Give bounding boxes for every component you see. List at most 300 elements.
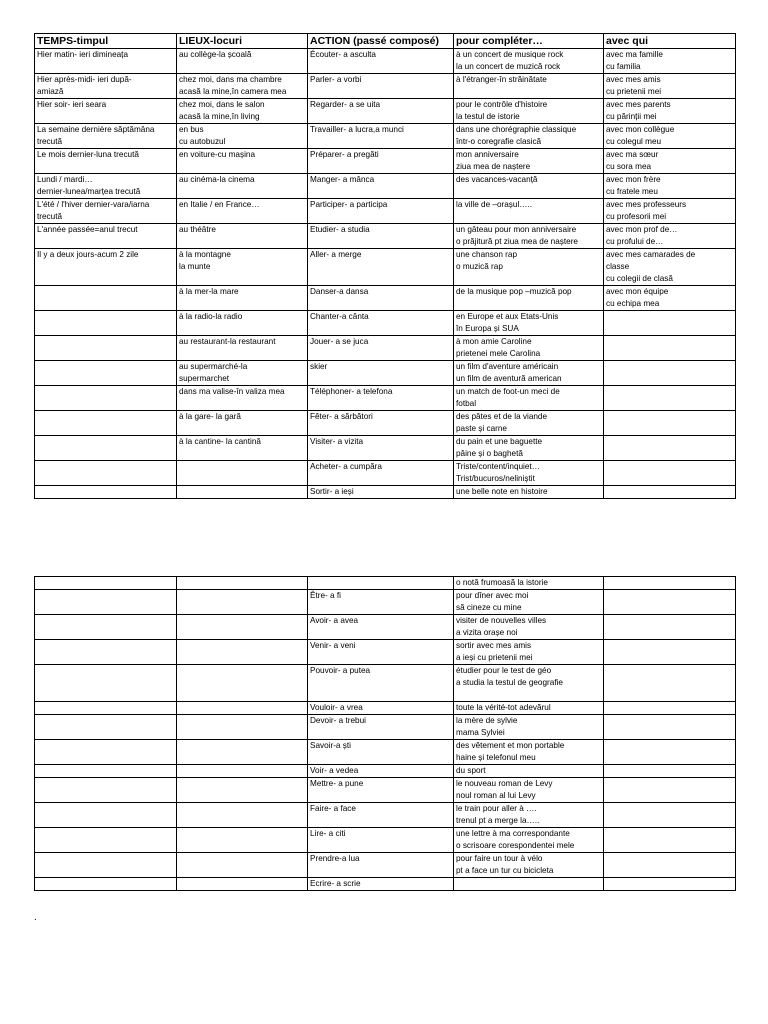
cell-avec-qui	[604, 149, 736, 174]
cell-line	[179, 665, 305, 677]
cell-line: cu colegul meu	[606, 137, 662, 146]
cell-avec-qui	[604, 361, 736, 386]
cell-lieux	[177, 486, 308, 499]
cell-avec-qui	[604, 740, 736, 765]
header-action: ACTION (passé composé)	[308, 34, 454, 49]
cell-line: prietenei mele Carolina	[456, 349, 541, 358]
cell-action	[308, 199, 454, 224]
cell-temps	[35, 124, 177, 149]
cell-line	[606, 436, 733, 448]
table-row	[35, 49, 736, 74]
cell-action	[308, 715, 454, 740]
cell-action	[308, 286, 454, 311]
cell-line: Danser-a dansa	[310, 287, 369, 296]
header-lieux: LIEUX-locuri	[177, 34, 308, 49]
cell-line: la un concert de muzică rock	[456, 62, 561, 71]
cell-line	[37, 878, 174, 890]
cell-line: Etudier- a studia	[310, 225, 370, 234]
cell-line	[606, 803, 733, 815]
cell-line: cu profului de…	[606, 237, 664, 246]
cell-line: a vizita orașe noi	[456, 628, 518, 637]
cell-temps	[35, 486, 177, 499]
cell-line: Téléphoner- a telefona	[310, 387, 393, 396]
table-row	[35, 199, 736, 224]
table-row	[35, 853, 736, 878]
cell-line: acasă la mine,în camera mea	[179, 87, 287, 96]
cell-line	[606, 740, 733, 752]
cell-action	[308, 411, 454, 436]
table-row	[35, 590, 736, 615]
cell-line	[37, 803, 174, 815]
cell-line: une lettre à ma correspondante	[456, 829, 570, 838]
cell-action	[308, 615, 454, 640]
cell-avec-qui	[604, 124, 736, 149]
cell-line: dans une chorégraphie classique	[456, 125, 577, 134]
cell-temps	[35, 461, 177, 486]
cell-avec-qui	[604, 590, 736, 615]
cell-line	[179, 461, 305, 473]
cell-line	[37, 740, 174, 752]
cell-line: à la cantine- la cantină	[179, 437, 261, 446]
cell-avec-qui	[604, 461, 736, 486]
cell-line: au cinéma-la cinema	[179, 175, 255, 184]
cell-avec-qui	[604, 765, 736, 778]
table-row	[35, 336, 736, 361]
cell-temps	[35, 615, 177, 640]
cell-line	[456, 689, 601, 701]
cell-action	[308, 386, 454, 411]
cell-pour-completer	[454, 199, 604, 224]
cell-lieux	[177, 199, 308, 224]
cell-line: pour dîner avec moi	[456, 591, 529, 600]
cell-temps	[35, 778, 177, 803]
cell-lieux	[177, 828, 308, 853]
cell-pour-completer	[454, 386, 604, 411]
cell-action	[308, 336, 454, 361]
cell-line: Vouloir- a vrea	[310, 703, 363, 712]
cell-line: Parler- a vorbi	[310, 75, 362, 84]
cell-temps	[35, 286, 177, 311]
cell-pour-completer	[454, 878, 604, 891]
table-row	[35, 361, 736, 386]
cell-line	[37, 715, 174, 727]
cell-line: la testul de istorie	[456, 112, 520, 121]
cell-line: avec mon frère	[606, 175, 661, 184]
cell-pour-completer	[454, 615, 604, 640]
cell-action	[308, 765, 454, 778]
cell-pour-completer	[454, 853, 604, 878]
table-row	[35, 640, 736, 665]
table-row	[35, 74, 736, 99]
cell-line	[179, 740, 305, 752]
cell-line: Chanter-a cânta	[310, 312, 369, 321]
cell-line: o prăjitură pt ziua mea de naștere	[456, 237, 578, 246]
cell-line	[179, 853, 305, 865]
table-row	[35, 715, 736, 740]
cell-line: Avoir- a avea	[310, 616, 359, 625]
cell-line: avec ma sœur	[606, 150, 659, 159]
cell-line: au théâtre	[179, 225, 216, 234]
cell-avec-qui	[604, 336, 736, 361]
cell-pour-completer	[454, 486, 604, 499]
cell-line: cu echipa mea	[606, 299, 660, 308]
table-row	[35, 615, 736, 640]
cell-line	[37, 853, 174, 865]
cell-line	[37, 665, 174, 677]
cell-line	[37, 386, 174, 398]
cell-line	[37, 486, 174, 498]
cell-action	[308, 461, 454, 486]
cell-avec-qui	[604, 286, 736, 311]
cell-line	[179, 615, 305, 627]
cell-line: à la montagne	[179, 250, 231, 259]
cell-line	[606, 386, 733, 398]
table-row	[35, 286, 736, 311]
cell-lieux	[177, 765, 308, 778]
cell-line: a studia la testul de geografie	[456, 678, 563, 687]
cell-pour-completer	[454, 99, 604, 124]
cell-action	[308, 99, 454, 124]
cell-lieux	[177, 49, 308, 74]
cell-line: au restaurant-la restaurant	[179, 337, 276, 346]
cell-action	[308, 224, 454, 249]
cell-line: ziua mea de naștere	[456, 162, 531, 171]
cell-lieux	[177, 640, 308, 665]
table-row	[35, 740, 736, 765]
cell-line: Jouer- a se juca	[310, 337, 369, 346]
cell-line: trecută	[37, 137, 63, 146]
cell-avec-qui	[604, 778, 736, 803]
table-row	[35, 665, 736, 702]
cell-pour-completer	[454, 702, 604, 715]
cell-avec-qui	[604, 853, 736, 878]
cell-line	[606, 640, 733, 652]
cell-lieux	[177, 249, 308, 286]
cell-line: une belle note en histoire	[456, 487, 548, 496]
cell-line: cu colegii de clasă	[606, 274, 673, 283]
table-row	[35, 249, 736, 286]
cell-lieux	[177, 461, 308, 486]
cell-lieux	[177, 311, 308, 336]
cell-line: supermarchet	[179, 374, 230, 383]
vocabulary-table-1	[34, 33, 736, 499]
cell-temps	[35, 590, 177, 615]
cell-lieux	[177, 174, 308, 199]
cell-line	[606, 615, 733, 627]
cell-line	[606, 590, 733, 602]
cell-pour-completer	[454, 715, 604, 740]
cell-temps	[35, 436, 177, 461]
cell-action	[308, 878, 454, 891]
cell-line	[606, 486, 733, 498]
cell-pour-completer	[454, 74, 604, 99]
cell-line: Préparer- a pregăti	[310, 150, 379, 159]
cell-line: L'été / l'hiver dernier-vara/iarna	[37, 200, 150, 209]
cell-line	[179, 765, 305, 777]
cell-line: Mettre- a pune	[310, 779, 364, 788]
cell-pour-completer	[454, 740, 604, 765]
cell-pour-completer	[454, 124, 604, 149]
cell-line: Voir- a vedea	[310, 766, 359, 775]
cell-avec-qui	[604, 99, 736, 124]
cell-temps	[35, 386, 177, 411]
cell-temps	[35, 49, 177, 74]
cell-pour-completer	[454, 249, 604, 286]
cell-line: à la gare- la gară	[179, 412, 241, 421]
cell-action	[308, 665, 454, 702]
cell-line: des vacances-vacanță	[456, 175, 538, 184]
cell-line	[37, 461, 174, 473]
cell-line: L'année passée=anul trecut	[37, 225, 138, 234]
cell-line: Travailler- a lucra,a munci	[310, 125, 404, 134]
cell-lieux	[177, 149, 308, 174]
cell-line: le train pour aller à ….	[456, 804, 537, 813]
cell-line: toute la vérité-tot adevărul	[456, 703, 551, 712]
table-row	[35, 174, 736, 199]
cell-line: Devoir- a trebui	[310, 716, 366, 725]
cell-line	[37, 286, 174, 298]
cell-pour-completer	[454, 665, 604, 702]
cell-line	[179, 828, 305, 840]
cell-temps	[35, 878, 177, 891]
cell-pour-completer	[454, 286, 604, 311]
cell-lieux	[177, 74, 308, 99]
cell-line	[37, 828, 174, 840]
cell-action	[308, 124, 454, 149]
cell-lieux	[177, 590, 308, 615]
cell-avec-qui	[604, 665, 736, 702]
cell-line: o notă frumoasă la istorie	[456, 578, 548, 587]
cell-line: Faire- a face	[310, 804, 356, 813]
cell-action	[308, 702, 454, 715]
cell-pour-completer	[454, 149, 604, 174]
cell-line: au collège-la școală	[179, 50, 252, 59]
cell-line: haine și telefonul meu	[456, 753, 536, 762]
cell-line	[179, 486, 305, 498]
cell-line	[179, 803, 305, 815]
table-row	[35, 778, 736, 803]
cell-avec-qui	[604, 803, 736, 828]
cell-pour-completer	[454, 765, 604, 778]
cell-line: une chanson rap	[456, 250, 517, 259]
cell-line	[606, 665, 733, 677]
cell-action	[308, 436, 454, 461]
cell-action	[308, 174, 454, 199]
cell-line: dans ma valise-în valiza mea	[179, 387, 285, 396]
cell-temps	[35, 199, 177, 224]
cell-avec-qui	[604, 199, 736, 224]
cell-action	[308, 828, 454, 853]
cell-temps	[35, 224, 177, 249]
table-row	[35, 765, 736, 778]
table-row	[35, 411, 736, 436]
cell-line: Il y a deux jours-acum 2 zile	[37, 250, 139, 259]
cell-line: Trist/bucuros/neliniștit	[456, 474, 535, 483]
cell-line: cu profesorii mei	[606, 212, 667, 221]
cell-line: chez moi, dans ma chambre	[179, 75, 282, 84]
cell-line: au supermarché-la	[179, 362, 248, 371]
cell-line: avec mon équipe	[606, 287, 669, 296]
cell-temps	[35, 577, 177, 590]
cell-lieux	[177, 336, 308, 361]
cell-pour-completer	[454, 577, 604, 590]
cell-lieux	[177, 361, 308, 386]
header-temps: TEMPS-timpul	[35, 34, 177, 49]
table-row	[35, 386, 736, 411]
cell-lieux	[177, 702, 308, 715]
cell-line: un gâteau pour mon anniversaire	[456, 225, 577, 234]
table-row	[35, 99, 736, 124]
cell-line: skier	[310, 362, 328, 371]
cell-line: o muzică rap	[456, 262, 503, 271]
cell-line: trecută	[37, 212, 63, 221]
cell-pour-completer	[454, 778, 604, 803]
cell-line: Manger- a mânca	[310, 175, 375, 184]
cell-avec-qui	[604, 577, 736, 590]
cell-lieux	[177, 803, 308, 828]
cell-line: amiază	[37, 87, 64, 96]
cell-temps	[35, 853, 177, 878]
cell-line: la mère de sylvie	[456, 716, 518, 725]
cell-line: paste și carne	[456, 424, 507, 433]
cell-line	[606, 311, 733, 323]
cell-avec-qui	[604, 615, 736, 640]
cell-line	[179, 702, 305, 714]
cell-pour-completer	[454, 224, 604, 249]
cell-line	[179, 778, 305, 790]
cell-avec-qui	[604, 411, 736, 436]
header-pour-completer: pour compléter…	[454, 34, 604, 49]
cell-pour-completer	[454, 461, 604, 486]
cell-line: de la musique pop –muzică pop	[456, 287, 572, 296]
cell-avec-qui	[604, 878, 736, 891]
cell-line: classe	[606, 262, 630, 271]
cell-line: cu sora mea	[606, 162, 652, 171]
cell-line	[37, 411, 174, 423]
cell-line: într-o coregrafie clasică	[456, 137, 542, 146]
cell-lieux	[177, 99, 308, 124]
cell-line	[606, 411, 733, 423]
cell-temps	[35, 803, 177, 828]
table-row	[35, 486, 736, 499]
cell-temps	[35, 702, 177, 715]
cell-lieux	[177, 615, 308, 640]
cell-line: Acheter- a cumpăra	[310, 462, 382, 471]
cell-line: un match de foot-un meci de	[456, 387, 560, 396]
cell-line	[456, 878, 601, 890]
cell-line	[37, 361, 174, 373]
cell-lieux	[177, 778, 308, 803]
cell-line: cu prietenii mei	[606, 87, 662, 96]
cell-line: Hier matin- ieri dimineața	[37, 50, 129, 59]
cell-temps	[35, 311, 177, 336]
cell-line: o scrisoare corespondentei mele	[456, 841, 575, 850]
cell-line: să cineze cu mine	[456, 603, 522, 612]
cell-line	[606, 715, 733, 727]
cell-line	[606, 853, 733, 865]
cell-line: Hier après-midi- ieri după-	[37, 75, 132, 84]
cell-lieux	[177, 411, 308, 436]
cell-avec-qui	[604, 828, 736, 853]
cell-line: étudier pour le test de géo	[456, 666, 552, 675]
cell-avec-qui	[604, 74, 736, 99]
table-row	[35, 828, 736, 853]
cell-action	[308, 361, 454, 386]
cell-line	[606, 778, 733, 790]
cell-line: Visiter- a vizita	[310, 437, 364, 446]
cell-avec-qui	[604, 702, 736, 715]
cell-line: Être- a fi	[310, 591, 341, 600]
cell-action	[308, 778, 454, 803]
footer-mark: .	[34, 912, 37, 923]
cell-temps	[35, 99, 177, 124]
cell-avec-qui	[604, 436, 736, 461]
cell-line: un film de aventură american	[456, 374, 562, 383]
cell-action	[308, 74, 454, 99]
table-row	[35, 461, 736, 486]
cell-pour-completer	[454, 311, 604, 336]
cell-line: en bus	[179, 125, 204, 134]
cell-lieux	[177, 436, 308, 461]
cell-line: avec mon prof de…	[606, 225, 678, 234]
cell-temps	[35, 715, 177, 740]
cell-line	[37, 778, 174, 790]
cell-avec-qui	[604, 715, 736, 740]
cell-line: Le mois dernier-luna trecută	[37, 150, 139, 159]
cell-avec-qui	[604, 640, 736, 665]
cell-line: Savoir-a ști	[310, 741, 351, 750]
cell-pour-completer	[454, 803, 604, 828]
cell-avec-qui	[604, 224, 736, 249]
cell-action	[308, 149, 454, 174]
cell-line: sortir avec mes amis	[456, 641, 532, 650]
cell-line: Lire- a citi	[310, 829, 346, 838]
cell-lieux	[177, 878, 308, 891]
cell-avec-qui	[604, 49, 736, 74]
cell-line	[606, 702, 733, 714]
cell-line: à la radio-la radio	[179, 312, 243, 321]
cell-line: Venir- a veni	[310, 641, 356, 650]
cell-line: acasă la mine,în living	[179, 112, 260, 121]
cell-line: pour le contrôle d'histoire	[456, 100, 548, 109]
cell-line	[37, 765, 174, 777]
cell-line	[179, 715, 305, 727]
table-row	[35, 577, 736, 590]
cell-temps	[35, 149, 177, 174]
cell-line: des vêtement et mon portable	[456, 741, 565, 750]
cell-lieux	[177, 577, 308, 590]
cell-line: a ieși cu prietenii mei	[456, 653, 533, 662]
cell-line: pt a face un tur cu bicicleta	[456, 866, 554, 875]
cell-line: noul roman al lui Levy	[456, 791, 536, 800]
cell-lieux	[177, 665, 308, 702]
cell-line: avec mon collègue	[606, 125, 675, 134]
cell-line: avec mes parents	[606, 100, 671, 109]
cell-line: à un concert de musique rock	[456, 50, 564, 59]
cell-line: cu familia	[606, 62, 641, 71]
cell-temps	[35, 765, 177, 778]
table-row	[35, 311, 736, 336]
cell-action	[308, 311, 454, 336]
cell-action	[308, 803, 454, 828]
cell-line: du pain et une baguette	[456, 437, 543, 446]
cell-line: avec mes camarades de	[606, 250, 696, 259]
cell-line	[179, 878, 305, 890]
cell-line: chez moi, dans le salon	[179, 100, 265, 109]
cell-line: en voiture-cu mașina	[179, 150, 255, 159]
cell-action	[308, 49, 454, 74]
cell-temps	[35, 249, 177, 286]
